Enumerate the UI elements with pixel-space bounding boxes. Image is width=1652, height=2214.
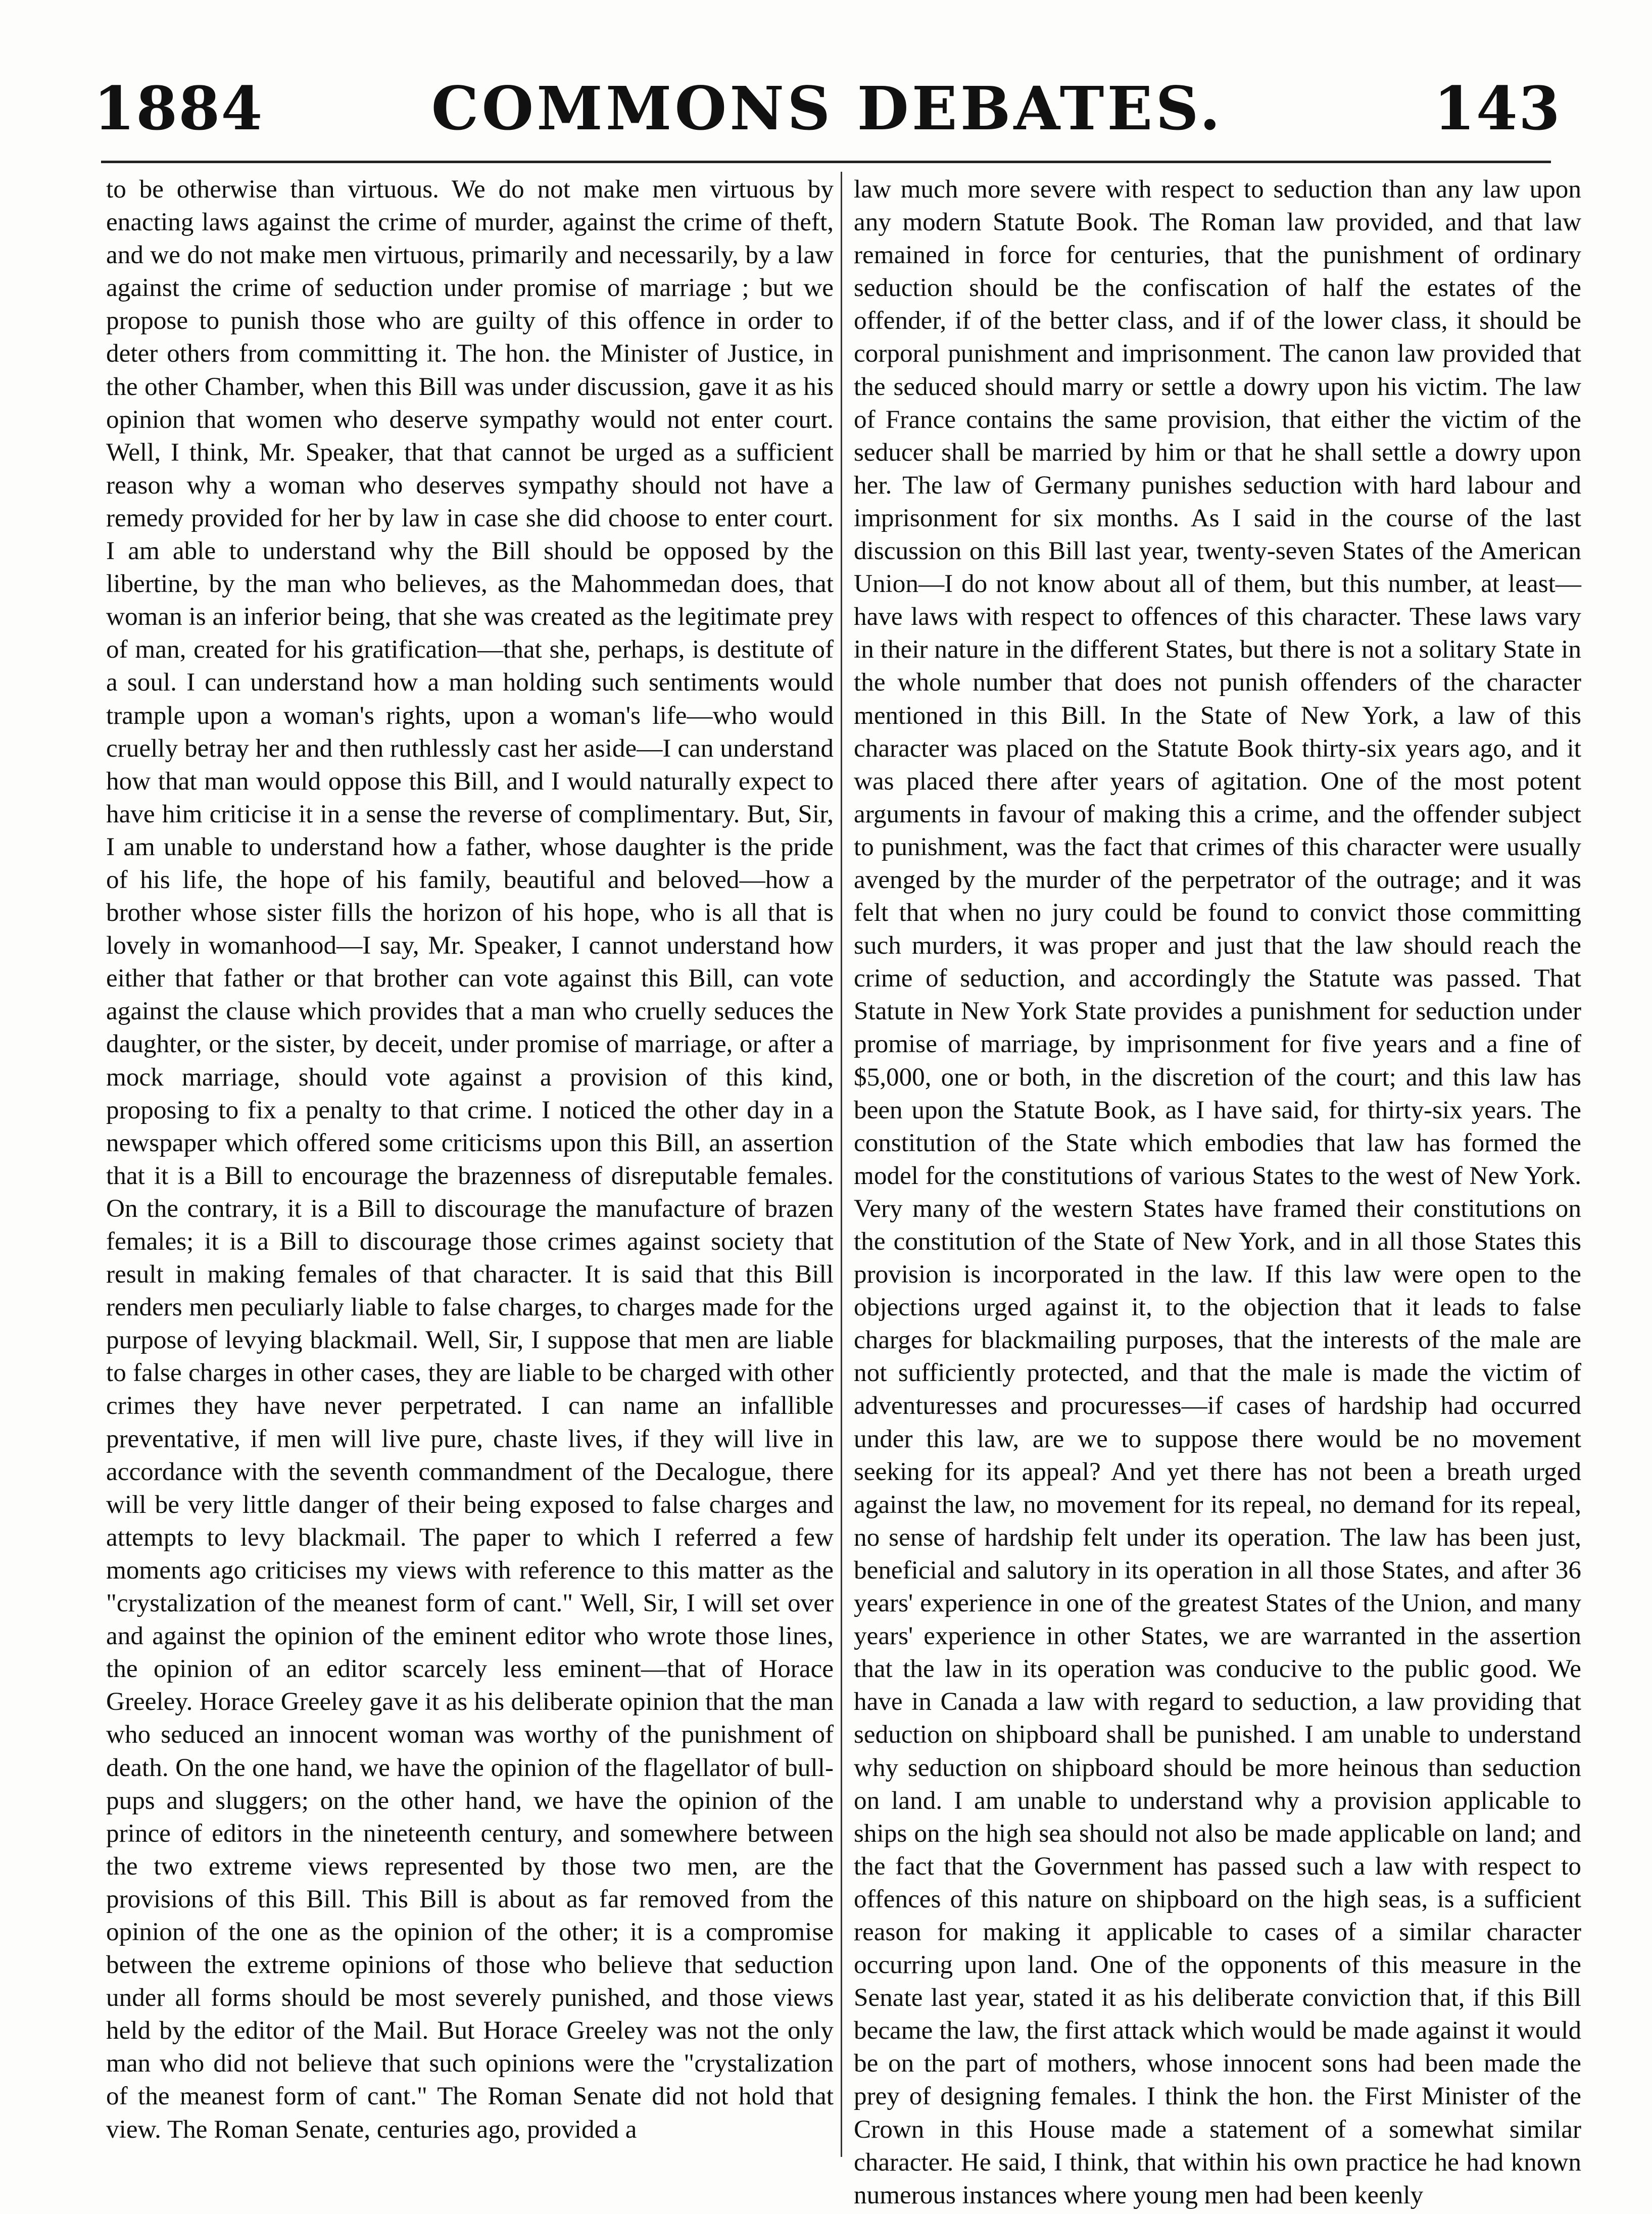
right-column-text: law much more severe with respect to seduction than any law upon any modern Statute Book. The Roman law provided, and that law remained in force for centuries, that the punishment of ordinary seduction should be the confiscation of half the estates of the offender, if of the better class, and if of the lower class, it should be corporal punishment and imprisonment. The canon law provided that the seduced should marry or settle a dowry upon his victim. The law of France contains the same provision, that either the victim of the seducer shall be married by him or that he shall settle a dowry upon her. The law of Germany punishes seduction with hard labour and imprisonment for six months. As I said in the course of the last discussion on this Bill last year, twenty-seven States of the American Union—I do not know about all of them, but this number, at least—have laws with respect to offences of this character. These laws vary in their nature in the different States, but there is not a solitary State in the whole number that does not punish offenders of the character mentioned in this Bill. In the State of New York, a law of this character was placed on the Statute Book thirty-six years ago, and it was placed there after years of agitation. One of the most potent arguments in favour of making this a crime, and the offender subject to punishment, was the fact that crimes of this character were usually avenged by the murder of the perpetrator of the outrage; and it was felt that when no jury could be found to convict those committing such murders, it was proper and just that the law should reach the crime of seduction, and accordingly the Statute was passed. That Statute in New York State provides a punishment for seduction under promise of marriage, by imprisonment for five years and a fine of $5,000, one or both, in the discretion of the court; and this law has been upon the Statute Book, as I have said, for thirty-six years. The constitution of the State which embodies that law has formed the model for the constitutions of various States to the west of New York. Very many of the western States have framed their constitutions on the constitution of the State of New York, and in all those States this provision is incorporated in the law. If this law were open to the objections urged against it, to the objection that it leads to false charges for blackmailing purposes, that the interests of the male are not sufficiently protected, and that the male is made the victim of adventuresses and procuresses—if cases of hardship had occurred under this law, are we to suppose there would be no movement seeking for its appeal? And yet there has not been a breath urged against the law, no movement for its repeal, no demand for its repeal, no sense of hardship felt under its operation. The law has been just, beneficial and salutory in its operation in all those States, and after 36 years' experience in one of the greatest States of the Union, and many years' experience in other States, we are warranted in the assertion that the law in its operation was conducive to the public good. We have in Canada a law with regard to seduction, a law providing that seduction on shipboard shall be punished. I am unable to understand why seduction on shipboard should be more heinous than seduction on land. I am unable to understand why a provision applicable to ships on the high sea should not also be made applicable on land; and the fact that the Government has passed such a law with respect to offences of this nature on shipboard on the high seas, is a sufficient reason for making it applicable to cases of a similar character occurring upon land. One of the opponents of this measure in the Senate last year, stated it as his deliberate conviction that, if this Bill became the law, the first attack which would be made against it would be on the part of mothers, whose innocent sons had been made the prey of designing females. I think the hon. the First Minister of the Crown in this House made a statement of a somewhat similar character. He said, I think, that within his own practice he had known numerous instances where young men had been keenly [854,175,1581,2209]
column-divider [841,172,842,2157]
header-year: 1884 [93,73,264,143]
page-number: 143 [1433,73,1561,143]
left-column [106,173,834,2145]
left-column-text: to be otherwise than virtuous. We do not make men virtuous by enacting laws against the crime of murder, against the crime of theft, and we do not make men virtuous, primarily and necessarily, by a law against the crime of seduction under promise of marriage ; but we propose to punish those who are guilty of this offence in order to deter others from committing it. The hon. the Minister of Justice, in the other Chamber, when this Bill was under discussion, gave it as his opinion that women who deserve sympathy would not enter court. Well, I think, Mr. Speaker, that that cannot be urged as a sufficient reason why a woman who deserves sympathy should not have a remedy provided for her by law in case she did choose to enter court. I am able to understand why the Bill should be opposed by the libertine, by the man who believes, as the Mahommedan does, that woman is an inferior being, that she was created as the legitimate prey of man, created for his gratification—that she, perhaps, is destitute of a soul. I can understand how a man holding such sentiments would trample upon a woman's rights, upon a woman's life—who would cruelly betray her and then ruthlessly cast her aside—I can understand how that man would oppose this Bill, and I would naturally expect to have him criticise it in a sense the reverse of complimentary. But, Sir, I am unable to understand how a father, whose daughter is the pride of his life, the hope of his family, beautiful and beloved—how a brother whose sister fills the horizon of his hope, who is all that is lovely in womanhood—I say, Mr. Speaker, I cannot understand how either that father or that brother can vote against this Bill, can vote against the clause which provides that a man who cruelly seduces the daughter, or the sister, by deceit, under promise of marriage, or after a mock marriage, should vote against a provision of this kind, proposing to fix a penalty to that crime. I noticed the other day in a newspaper which offered some criticisms upon this Bill, an assertion that it is a Bill to encourage the brazenness of disreputable females. On the contrary, it is a Bill to discourage the manufacture of brazen females; it is a Bill to discourage those crimes against society that result in making females of that character. It is said that this Bill renders men peculiarly liable to false charges, to charges made for the purpose of levying blackmail. Well, Sir, I suppose that men are liable to false charges in other cases, they are liable to be charged with other crimes they have never perpetrated. I can name an infallible preventative, if men will live pure, chaste lives, if they will live in accordance with the seventh commandment of the Decalogue, there will be very little danger of their being exposed to false charges and attempts to levy blackmail. The paper to which I referred a few moments ago criticises my views with reference to this matter as the "crystalization of the meanest form of cant." Well, Sir, I will set over and against the opinion of the eminent editor who wrote those lines, the opinion of an editor scarcely less eminent—that of Horace Greeley. Horace Greeley gave it as his deliberate opinion that the man who seduced an innocent woman was worthy of the punishment of death. On the one hand, we have the opinion of the flagellator of bull-pups and sluggers; on the other hand, we have the opinion of the prince of editors in the nineteenth century, and somewhere between the two extreme views represented by those two men, are the provisions of this Bill. This Bill is about as far removed from the opinion of the one as the opinion of the other; it is a compromise between the extreme opinions of those who believe that seduction under all forms should be most severely punished, and those views held by the editor of the Mail. But Horace Greeley was not the only man who did not believe that such opinions were the "crystalization of the meanest form of cant." The Roman Senate did not hold that view. The Roman Senate, centuries ago, provided a [106,175,834,2144]
header-title: COMMONS DEBATES. [431,73,1224,143]
right-column [854,173,1581,2209]
header-rule [101,161,1551,163]
page-header [93,71,1561,146]
